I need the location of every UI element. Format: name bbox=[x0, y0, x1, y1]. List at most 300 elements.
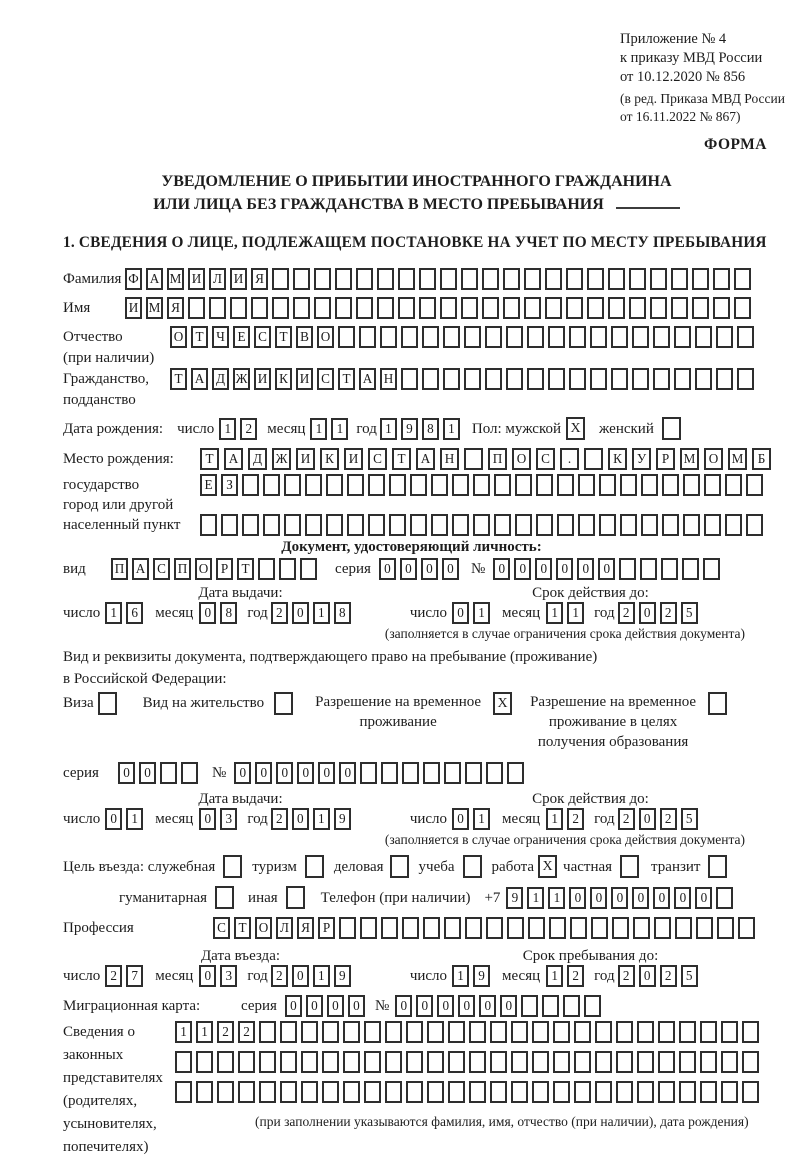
char-cell[interactable]: 2 bbox=[271, 808, 288, 830]
char-cell[interactable]: 5 bbox=[681, 808, 698, 830]
char-cell[interactable] bbox=[653, 326, 670, 348]
char-cell[interactable] bbox=[259, 1081, 276, 1103]
char-cell[interactable] bbox=[461, 268, 478, 290]
char-cell[interactable] bbox=[406, 1021, 423, 1043]
purpose-other-checkbox[interactable] bbox=[286, 886, 305, 909]
char-cell[interactable] bbox=[671, 268, 688, 290]
char-cell[interactable]: 0 bbox=[292, 965, 309, 987]
char-cell[interactable] bbox=[284, 474, 301, 496]
char-cell[interactable] bbox=[608, 268, 625, 290]
char-cell[interactable] bbox=[448, 1021, 465, 1043]
char-cell[interactable]: 0 bbox=[105, 808, 122, 830]
char-cell[interactable]: 0 bbox=[327, 995, 344, 1017]
char-cell[interactable] bbox=[326, 514, 343, 536]
char-cell[interactable] bbox=[716, 326, 733, 348]
char-cell[interactable] bbox=[402, 762, 419, 784]
char-cell[interactable]: 2 bbox=[238, 1021, 255, 1043]
char-cell[interactable] bbox=[242, 514, 259, 536]
char-cell[interactable]: 1 bbox=[219, 418, 236, 440]
char-cell[interactable]: 3 bbox=[220, 965, 237, 987]
char-cell[interactable]: 1 bbox=[527, 887, 544, 909]
char-cell[interactable] bbox=[542, 995, 559, 1017]
char-cell[interactable] bbox=[637, 1081, 654, 1103]
char-cell[interactable]: 0 bbox=[400, 558, 417, 580]
char-cell[interactable] bbox=[431, 514, 448, 536]
char-cell[interactable] bbox=[406, 1081, 423, 1103]
char-cell[interactable]: М bbox=[680, 448, 699, 470]
char-cell[interactable] bbox=[301, 1021, 318, 1043]
char-cell[interactable] bbox=[368, 474, 385, 496]
char-cell[interactable]: О bbox=[317, 326, 334, 348]
char-cell[interactable] bbox=[242, 474, 259, 496]
char-cell[interactable] bbox=[440, 297, 457, 319]
char-cell[interactable] bbox=[704, 514, 721, 536]
char-cell[interactable]: 1 bbox=[567, 602, 584, 624]
char-cell[interactable] bbox=[181, 762, 198, 784]
char-cell[interactable]: 2 bbox=[660, 808, 677, 830]
char-cell[interactable]: 5 bbox=[681, 602, 698, 624]
char-cell[interactable] bbox=[221, 514, 238, 536]
char-cell[interactable] bbox=[632, 326, 649, 348]
char-cell[interactable]: Я bbox=[297, 917, 314, 939]
char-cell[interactable] bbox=[632, 368, 649, 390]
char-cell[interactable] bbox=[511, 1021, 528, 1043]
char-cell[interactable]: А bbox=[146, 268, 163, 290]
char-cell[interactable]: И bbox=[296, 448, 315, 470]
char-cell[interactable] bbox=[343, 1051, 360, 1073]
char-cell[interactable]: Т bbox=[191, 326, 208, 348]
char-cell[interactable] bbox=[465, 917, 482, 939]
char-cell[interactable] bbox=[704, 474, 721, 496]
char-cell[interactable] bbox=[616, 1021, 633, 1043]
char-cell[interactable]: А bbox=[224, 448, 243, 470]
purpose-humanitarian-checkbox[interactable] bbox=[215, 886, 234, 909]
char-cell[interactable]: 0 bbox=[493, 558, 510, 580]
char-cell[interactable] bbox=[584, 995, 601, 1017]
char-cell[interactable] bbox=[574, 1081, 591, 1103]
char-cell[interactable]: 2 bbox=[105, 965, 122, 987]
char-cell[interactable]: И bbox=[254, 368, 271, 390]
char-cell[interactable]: 9 bbox=[473, 965, 490, 987]
char-cell[interactable] bbox=[515, 514, 532, 536]
char-cell[interactable] bbox=[188, 297, 205, 319]
char-cell[interactable] bbox=[444, 762, 461, 784]
char-cell[interactable] bbox=[679, 1081, 696, 1103]
char-cell[interactable] bbox=[259, 1051, 276, 1073]
char-cell[interactable] bbox=[427, 1081, 444, 1103]
char-cell[interactable]: 1 bbox=[473, 602, 490, 624]
char-cell[interactable]: М bbox=[728, 448, 747, 470]
char-cell[interactable] bbox=[482, 268, 499, 290]
char-cell[interactable]: 0 bbox=[292, 602, 309, 624]
char-cell[interactable] bbox=[737, 326, 754, 348]
char-cell[interactable] bbox=[721, 1051, 738, 1073]
char-cell[interactable] bbox=[263, 514, 280, 536]
char-cell[interactable] bbox=[444, 917, 461, 939]
char-cell[interactable]: 0 bbox=[639, 965, 656, 987]
char-cell[interactable] bbox=[548, 368, 565, 390]
char-cell[interactable] bbox=[692, 268, 709, 290]
char-cell[interactable] bbox=[284, 514, 301, 536]
char-cell[interactable] bbox=[611, 368, 628, 390]
char-cell[interactable] bbox=[485, 326, 502, 348]
char-cell[interactable] bbox=[175, 1081, 192, 1103]
char-cell[interactable] bbox=[347, 514, 364, 536]
char-cell[interactable] bbox=[725, 474, 742, 496]
char-cell[interactable]: С bbox=[213, 917, 230, 939]
char-cell[interactable]: Д bbox=[248, 448, 267, 470]
char-cell[interactable] bbox=[658, 1081, 675, 1103]
char-cell[interactable]: 8 bbox=[334, 602, 351, 624]
char-cell[interactable]: Б bbox=[752, 448, 771, 470]
char-cell[interactable]: 2 bbox=[271, 965, 288, 987]
char-cell[interactable]: 0 bbox=[639, 602, 656, 624]
char-cell[interactable] bbox=[427, 1021, 444, 1043]
char-cell[interactable] bbox=[314, 268, 331, 290]
char-cell[interactable]: 0 bbox=[199, 965, 216, 987]
char-cell[interactable] bbox=[503, 268, 520, 290]
char-cell[interactable]: Р bbox=[318, 917, 335, 939]
char-cell[interactable] bbox=[347, 474, 364, 496]
char-cell[interactable] bbox=[515, 474, 532, 496]
char-cell[interactable]: З bbox=[221, 474, 238, 496]
char-cell[interactable] bbox=[696, 917, 713, 939]
char-cell[interactable] bbox=[381, 762, 398, 784]
purpose-private-checkbox[interactable] bbox=[620, 855, 639, 878]
char-cell[interactable] bbox=[734, 268, 751, 290]
char-cell[interactable]: К bbox=[275, 368, 292, 390]
char-cell[interactable]: 1 bbox=[546, 602, 563, 624]
char-cell[interactable] bbox=[653, 368, 670, 390]
char-cell[interactable] bbox=[280, 1051, 297, 1073]
char-cell[interactable] bbox=[640, 558, 657, 580]
char-cell[interactable]: А bbox=[132, 558, 149, 580]
char-cell[interactable] bbox=[238, 1081, 255, 1103]
char-cell[interactable] bbox=[322, 1021, 339, 1043]
char-cell[interactable] bbox=[200, 514, 217, 536]
char-cell[interactable] bbox=[713, 268, 730, 290]
char-cell[interactable] bbox=[464, 448, 483, 470]
char-cell[interactable] bbox=[160, 762, 177, 784]
char-cell[interactable] bbox=[721, 1081, 738, 1103]
char-cell[interactable] bbox=[746, 474, 763, 496]
char-cell[interactable] bbox=[650, 297, 667, 319]
char-cell[interactable] bbox=[335, 268, 352, 290]
char-cell[interactable]: 0 bbox=[234, 762, 251, 784]
char-cell[interactable]: 1 bbox=[313, 602, 330, 624]
char-cell[interactable] bbox=[612, 917, 629, 939]
char-cell[interactable]: 0 bbox=[653, 887, 670, 909]
char-cell[interactable] bbox=[196, 1081, 213, 1103]
char-cell[interactable]: Ч bbox=[212, 326, 229, 348]
char-cell[interactable] bbox=[490, 1051, 507, 1073]
char-cell[interactable] bbox=[524, 268, 541, 290]
char-cell[interactable]: Л bbox=[209, 268, 226, 290]
char-cell[interactable]: Т bbox=[234, 917, 251, 939]
char-cell[interactable] bbox=[431, 474, 448, 496]
char-cell[interactable] bbox=[464, 326, 481, 348]
char-cell[interactable] bbox=[448, 1081, 465, 1103]
char-cell[interactable]: 0 bbox=[292, 808, 309, 830]
char-cell[interactable] bbox=[448, 1051, 465, 1073]
char-cell[interactable] bbox=[419, 297, 436, 319]
purpose-work-checkbox[interactable]: X bbox=[538, 855, 557, 878]
char-cell[interactable] bbox=[553, 1051, 570, 1073]
char-cell[interactable] bbox=[524, 297, 541, 319]
char-cell[interactable] bbox=[650, 268, 667, 290]
char-cell[interactable] bbox=[314, 297, 331, 319]
char-cell[interactable] bbox=[356, 297, 373, 319]
char-cell[interactable]: П bbox=[174, 558, 191, 580]
char-cell[interactable] bbox=[717, 917, 734, 939]
char-cell[interactable] bbox=[272, 297, 289, 319]
char-cell[interactable] bbox=[443, 368, 460, 390]
char-cell[interactable] bbox=[507, 917, 524, 939]
char-cell[interactable] bbox=[263, 474, 280, 496]
purpose-tourism-checkbox[interactable] bbox=[305, 855, 324, 878]
char-cell[interactable] bbox=[280, 1081, 297, 1103]
char-cell[interactable] bbox=[364, 1021, 381, 1043]
purpose-official-checkbox[interactable] bbox=[223, 855, 242, 878]
char-cell[interactable]: О bbox=[512, 448, 531, 470]
char-cell[interactable] bbox=[364, 1051, 381, 1073]
char-cell[interactable] bbox=[217, 1081, 234, 1103]
char-cell[interactable]: 0 bbox=[639, 808, 656, 830]
char-cell[interactable] bbox=[217, 1051, 234, 1073]
char-cell[interactable] bbox=[469, 1021, 486, 1043]
char-cell[interactable] bbox=[746, 514, 763, 536]
char-cell[interactable]: М bbox=[167, 268, 184, 290]
char-cell[interactable]: О bbox=[255, 917, 272, 939]
char-cell[interactable] bbox=[452, 474, 469, 496]
char-cell[interactable]: 0 bbox=[569, 887, 586, 909]
char-cell[interactable] bbox=[464, 368, 481, 390]
char-cell[interactable] bbox=[490, 1021, 507, 1043]
char-cell[interactable]: О bbox=[704, 448, 723, 470]
char-cell[interactable] bbox=[410, 474, 427, 496]
char-cell[interactable]: 1 bbox=[313, 808, 330, 830]
char-cell[interactable] bbox=[272, 268, 289, 290]
char-cell[interactable] bbox=[692, 297, 709, 319]
temp-residence-education-checkbox[interactable] bbox=[708, 692, 727, 715]
char-cell[interactable] bbox=[641, 514, 658, 536]
char-cell[interactable]: 7 bbox=[126, 965, 143, 987]
char-cell[interactable] bbox=[423, 917, 440, 939]
char-cell[interactable] bbox=[485, 368, 502, 390]
char-cell[interactable] bbox=[695, 326, 712, 348]
char-cell[interactable] bbox=[738, 917, 755, 939]
char-cell[interactable] bbox=[305, 514, 322, 536]
char-cell[interactable]: 0 bbox=[674, 887, 691, 909]
char-cell[interactable] bbox=[658, 1051, 675, 1073]
char-cell[interactable] bbox=[549, 917, 566, 939]
char-cell[interactable]: 1 bbox=[310, 418, 327, 440]
char-cell[interactable] bbox=[482, 297, 499, 319]
char-cell[interactable] bbox=[595, 1021, 612, 1043]
char-cell[interactable]: 1 bbox=[443, 418, 460, 440]
char-cell[interactable] bbox=[452, 514, 469, 536]
char-cell[interactable]: Н bbox=[440, 448, 459, 470]
char-cell[interactable] bbox=[473, 474, 490, 496]
char-cell[interactable] bbox=[343, 1081, 360, 1103]
char-cell[interactable] bbox=[532, 1081, 549, 1103]
char-cell[interactable]: 0 bbox=[458, 995, 475, 1017]
char-cell[interactable] bbox=[675, 917, 692, 939]
char-cell[interactable]: 2 bbox=[240, 418, 257, 440]
char-cell[interactable] bbox=[566, 268, 583, 290]
char-cell[interactable] bbox=[422, 368, 439, 390]
char-cell[interactable] bbox=[637, 1021, 654, 1043]
char-cell[interactable] bbox=[175, 1051, 192, 1073]
char-cell[interactable]: 6 bbox=[126, 602, 143, 624]
char-cell[interactable] bbox=[385, 1021, 402, 1043]
char-cell[interactable] bbox=[557, 514, 574, 536]
char-cell[interactable]: 2 bbox=[271, 602, 288, 624]
char-cell[interactable]: Т bbox=[200, 448, 219, 470]
char-cell[interactable] bbox=[742, 1021, 759, 1043]
char-cell[interactable]: М bbox=[146, 297, 163, 319]
char-cell[interactable] bbox=[422, 326, 439, 348]
char-cell[interactable]: 0 bbox=[598, 558, 615, 580]
char-cell[interactable]: 0 bbox=[590, 887, 607, 909]
char-cell[interactable]: Т bbox=[170, 368, 187, 390]
char-cell[interactable] bbox=[506, 368, 523, 390]
char-cell[interactable]: 0 bbox=[556, 558, 573, 580]
char-cell[interactable]: 1 bbox=[196, 1021, 213, 1043]
char-cell[interactable]: 1 bbox=[313, 965, 330, 987]
char-cell[interactable] bbox=[401, 326, 418, 348]
char-cell[interactable] bbox=[423, 762, 440, 784]
char-cell[interactable] bbox=[661, 558, 678, 580]
char-cell[interactable] bbox=[742, 1051, 759, 1073]
char-cell[interactable]: 8 bbox=[220, 602, 237, 624]
char-cell[interactable]: 0 bbox=[452, 602, 469, 624]
char-cell[interactable]: П bbox=[111, 558, 128, 580]
char-cell[interactable] bbox=[398, 268, 415, 290]
char-cell[interactable]: Т bbox=[237, 558, 254, 580]
char-cell[interactable] bbox=[293, 297, 310, 319]
char-cell[interactable] bbox=[721, 1021, 738, 1043]
purpose-transit-checkbox[interactable] bbox=[708, 855, 727, 878]
char-cell[interactable]: 1 bbox=[105, 602, 122, 624]
char-cell[interactable] bbox=[620, 514, 637, 536]
char-cell[interactable]: С bbox=[317, 368, 334, 390]
residence-permit-checkbox[interactable] bbox=[274, 692, 293, 715]
char-cell[interactable]: 0 bbox=[348, 995, 365, 1017]
char-cell[interactable]: 8 bbox=[422, 418, 439, 440]
char-cell[interactable]: А bbox=[191, 368, 208, 390]
char-cell[interactable]: А bbox=[359, 368, 376, 390]
char-cell[interactable] bbox=[511, 1081, 528, 1103]
char-cell[interactable] bbox=[465, 762, 482, 784]
char-cell[interactable]: 0 bbox=[421, 558, 438, 580]
char-cell[interactable] bbox=[360, 762, 377, 784]
char-cell[interactable] bbox=[301, 1081, 318, 1103]
char-cell[interactable] bbox=[364, 1081, 381, 1103]
char-cell[interactable]: 1 bbox=[126, 808, 143, 830]
char-cell[interactable] bbox=[251, 297, 268, 319]
char-cell[interactable] bbox=[616, 1051, 633, 1073]
char-cell[interactable]: С bbox=[254, 326, 271, 348]
char-cell[interactable] bbox=[528, 917, 545, 939]
char-cell[interactable] bbox=[209, 297, 226, 319]
char-cell[interactable]: 0 bbox=[199, 808, 216, 830]
char-cell[interactable] bbox=[662, 474, 679, 496]
char-cell[interactable] bbox=[674, 326, 691, 348]
char-cell[interactable]: Н bbox=[380, 368, 397, 390]
char-cell[interactable]: 0 bbox=[395, 995, 412, 1017]
char-cell[interactable] bbox=[683, 474, 700, 496]
char-cell[interactable]: 1 bbox=[175, 1021, 192, 1043]
char-cell[interactable] bbox=[335, 297, 352, 319]
char-cell[interactable]: 0 bbox=[535, 558, 552, 580]
char-cell[interactable] bbox=[629, 268, 646, 290]
char-cell[interactable]: 1 bbox=[452, 965, 469, 987]
char-cell[interactable]: 0 bbox=[297, 762, 314, 784]
char-cell[interactable] bbox=[682, 558, 699, 580]
char-cell[interactable] bbox=[511, 1051, 528, 1073]
char-cell[interactable]: Л bbox=[276, 917, 293, 939]
char-cell[interactable]: И bbox=[188, 268, 205, 290]
char-cell[interactable] bbox=[637, 1051, 654, 1073]
char-cell[interactable] bbox=[279, 558, 296, 580]
char-cell[interactable] bbox=[473, 514, 490, 536]
char-cell[interactable]: Т bbox=[275, 326, 292, 348]
char-cell[interactable] bbox=[443, 326, 460, 348]
char-cell[interactable]: 0 bbox=[139, 762, 156, 784]
char-cell[interactable] bbox=[381, 917, 398, 939]
char-cell[interactable] bbox=[679, 1051, 696, 1073]
char-cell[interactable]: И bbox=[125, 297, 142, 319]
purpose-study-checkbox[interactable] bbox=[463, 855, 482, 878]
char-cell[interactable]: Д bbox=[212, 368, 229, 390]
char-cell[interactable]: А bbox=[416, 448, 435, 470]
char-cell[interactable]: 0 bbox=[577, 558, 594, 580]
char-cell[interactable] bbox=[608, 297, 625, 319]
char-cell[interactable]: С bbox=[368, 448, 387, 470]
char-cell[interactable] bbox=[679, 1021, 696, 1043]
char-cell[interactable] bbox=[742, 1081, 759, 1103]
char-cell[interactable] bbox=[633, 917, 650, 939]
temp-residence-checkbox[interactable]: X bbox=[493, 692, 512, 715]
char-cell[interactable] bbox=[578, 474, 595, 496]
char-cell[interactable]: Т bbox=[338, 368, 355, 390]
char-cell[interactable] bbox=[737, 368, 754, 390]
char-cell[interactable] bbox=[521, 995, 538, 1017]
char-cell[interactable] bbox=[196, 1051, 213, 1073]
char-cell[interactable]: С bbox=[153, 558, 170, 580]
char-cell[interactable]: У bbox=[632, 448, 651, 470]
char-cell[interactable]: 1 bbox=[380, 418, 397, 440]
char-cell[interactable]: 0 bbox=[500, 995, 517, 1017]
char-cell[interactable] bbox=[545, 268, 562, 290]
purpose-business-checkbox[interactable] bbox=[390, 855, 409, 878]
char-cell[interactable]: 9 bbox=[334, 965, 351, 987]
char-cell[interactable]: 2 bbox=[618, 965, 635, 987]
char-cell[interactable] bbox=[368, 514, 385, 536]
char-cell[interactable]: 3 bbox=[220, 808, 237, 830]
char-cell[interactable] bbox=[590, 326, 607, 348]
char-cell[interactable]: Р bbox=[656, 448, 675, 470]
char-cell[interactable]: 0 bbox=[118, 762, 135, 784]
char-cell[interactable] bbox=[494, 514, 511, 536]
char-cell[interactable] bbox=[713, 297, 730, 319]
char-cell[interactable] bbox=[503, 297, 520, 319]
char-cell[interactable] bbox=[385, 1081, 402, 1103]
char-cell[interactable] bbox=[494, 474, 511, 496]
char-cell[interactable] bbox=[398, 297, 415, 319]
char-cell[interactable] bbox=[536, 474, 553, 496]
